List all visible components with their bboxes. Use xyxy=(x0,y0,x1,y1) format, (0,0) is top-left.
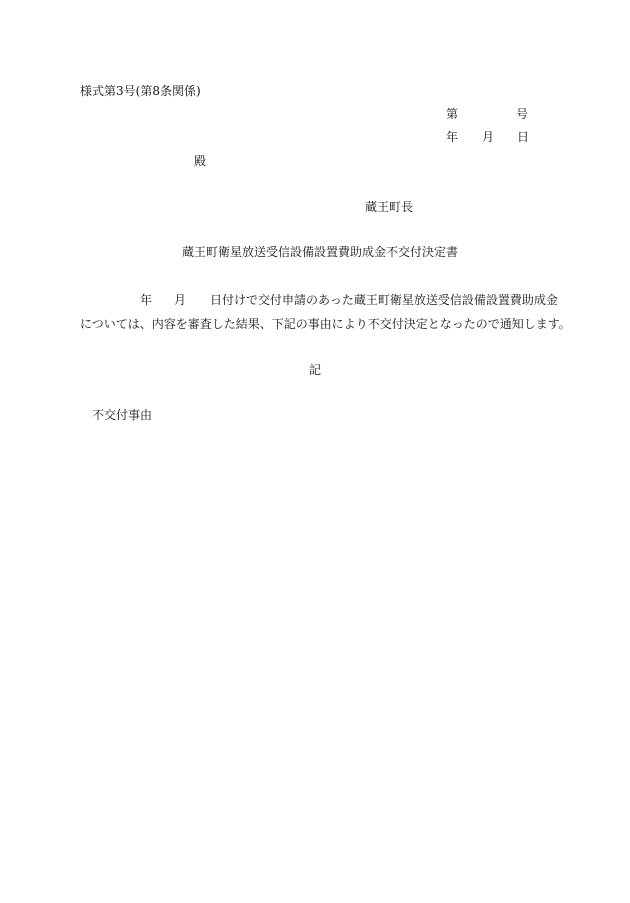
form-number: 様式第3号(第8条関係) xyxy=(80,84,201,98)
document-title: 蔵王町衛星放送受信設備設置費助成金不交付決定書 xyxy=(182,245,459,259)
doc-number-suffix: 号 xyxy=(516,107,529,121)
ki-heading: 記 xyxy=(309,363,322,377)
body-line-1-text: 日付けで交付申請のあった蔵王町衛星放送受信設備設置費助成金 xyxy=(210,293,558,307)
doc-number-prefix: 第 xyxy=(446,107,459,121)
body-year-label: 年 xyxy=(140,293,153,307)
sender-name: 蔵王町長 xyxy=(365,200,414,214)
date-day-label: 日 xyxy=(517,130,530,144)
addressee-suffix: 殿 xyxy=(194,154,207,168)
reason-label: 不交付事由 xyxy=(92,408,153,422)
date-year-label: 年 xyxy=(446,130,459,144)
body-line-2: については、内容を審査した結果、下記の事由により不交付決定となったので通知します。 xyxy=(80,317,571,331)
date-month-label: 月 xyxy=(482,130,495,144)
body-month-label: 月 xyxy=(174,293,187,307)
